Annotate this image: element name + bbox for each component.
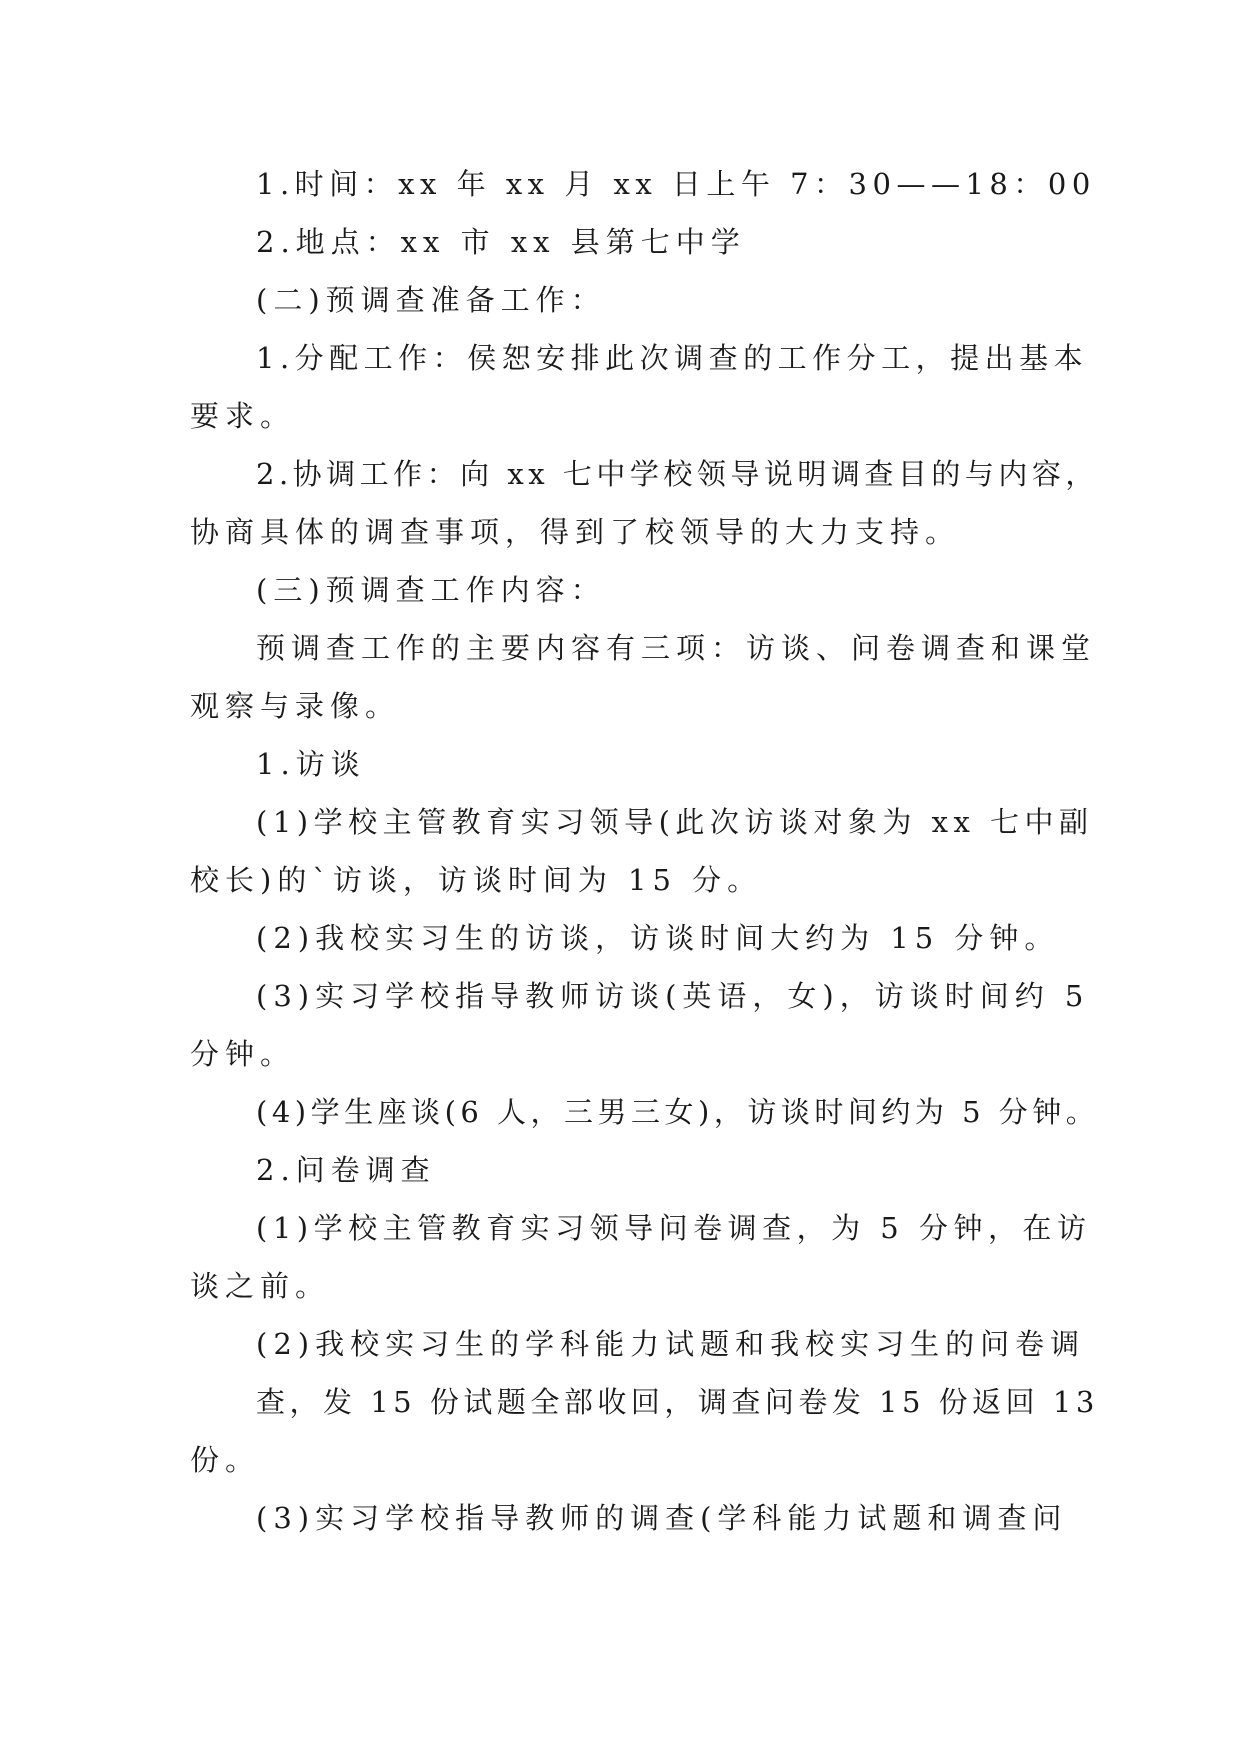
text-line-interview-2: (2)我校实习生的访谈，访谈时间大约为 15 分钟。	[256, 921, 1060, 955]
text-line-questionnaire-1-cont: 谈之前。	[190, 1269, 331, 1303]
text-line-questionnaire-2: (2)我校实习生的学科能力试题和我校实习生的问卷调	[256, 1327, 1086, 1361]
text-line-main-content: 预调查工作的主要内容有三项：访谈、问卷调查和课堂	[256, 631, 1097, 665]
text-line-interview-3-cont: 分钟。	[190, 1037, 296, 1071]
subheading-interview: 1.访谈	[256, 747, 366, 781]
text-line-interview-3: (3)实习学校指导教师访谈(英语，女)，访谈时间约 5	[256, 979, 1090, 1013]
section-heading-2: (二)预调查准备工作：	[256, 283, 606, 317]
text-line-coordinate-cont: 协商具体的调查事项，得到了校领导的大力支持。	[190, 515, 961, 549]
text-line-interview-1-cont: 校长)的`访谈，访谈时间为 15 分。	[190, 863, 763, 897]
subheading-questionnaire: 2.问卷调查	[256, 1153, 436, 1187]
text-line-interview-4: (4)学生座谈(6 人，三男三女)，访谈时间约为 5 分钟。	[256, 1095, 1100, 1129]
text-line-questionnaire-2-cont: 查，发 15 份试题全部收回，调查问卷发 15 份返回 13	[256, 1385, 1099, 1419]
text-line-interview-1: (1)学校主管教育实习领导(此次访谈对象为 xx 七中副	[256, 805, 1094, 839]
text-line-location: 2.地点：xx 市 xx 县第七中学	[256, 225, 746, 259]
text-line-time: 1.时间：xx 年 xx 月 xx 日上午 7：30——18：00	[256, 167, 1096, 201]
text-line-questionnaire-1: (1)学校主管教育实习领导问卷调查，为 5 分钟，在访	[256, 1211, 1092, 1245]
text-line-main-content-cont: 观察与录像。	[190, 689, 401, 723]
section-heading-3: (三)预调查工作内容：	[256, 573, 606, 607]
text-line-questionnaire-3: (3)实习学校指导教师的调查(学科能力试题和调查问	[256, 1501, 1068, 1535]
text-line-assign-work-cont: 要求。	[190, 399, 296, 433]
text-line-assign-work: 1.分配工作：侯恕安排此次调查的工作分工，提出基本	[256, 341, 1089, 375]
text-line-questionnaire-2-end: 份。	[190, 1443, 261, 1477]
text-line-coordinate: 2.协调工作：向 xx 七中学校领导说明调查目的与内容，	[256, 457, 1099, 491]
